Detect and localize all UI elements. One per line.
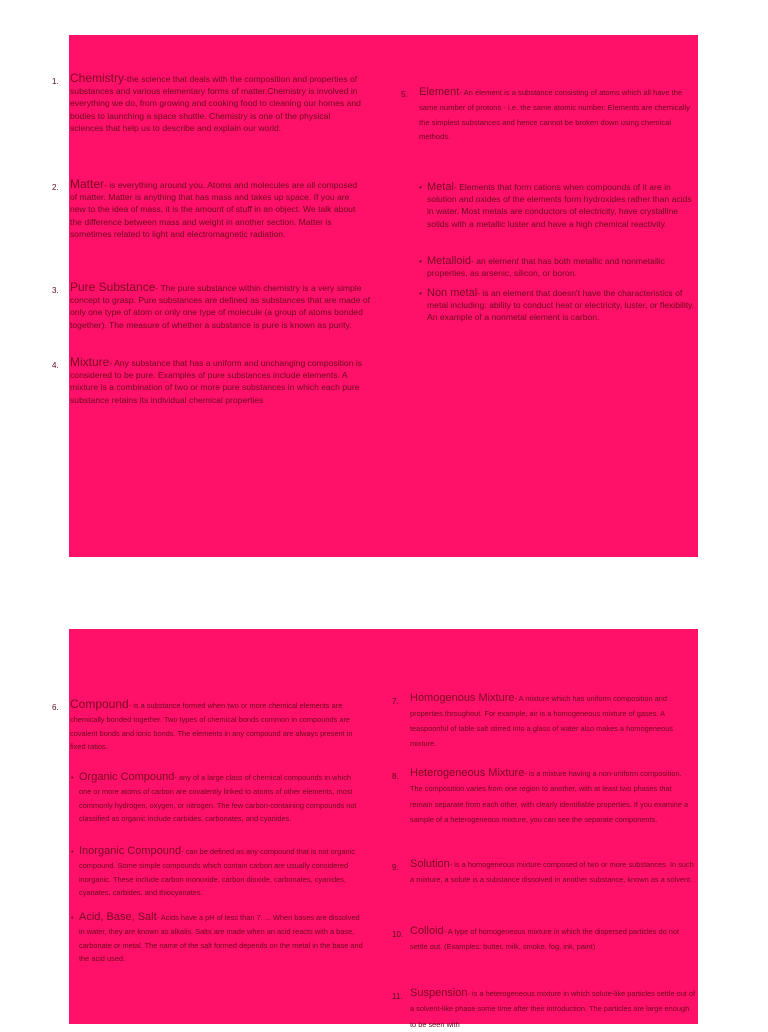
- term-pure-substance: Pure Substance: [70, 280, 156, 294]
- term-element: Element: [419, 86, 460, 98]
- term-colloid: Colloid: [410, 925, 444, 937]
- def-acid-base-salt: - Acids have a pH of less than 7. ... When bases are dissolved in water, they are known as alkalis. Salts are made when an acid reacts with a base, carbonate or metal. The name of the salt formed depends on the metal in the base and the acid used.: [79, 913, 363, 964]
- term-metal: Metal: [427, 181, 454, 193]
- definition-homogenous-mixture: 7. Homogenous Mixture- A mixture which has uniform composition and properties throughout. For example, air is a homogeneous mixture of gases. A teaspoonful of table salt stirred into a glass of water also makes a homogeneous mixture.: [392, 692, 673, 748]
- definition-pure-substance: 3. Pure Substance- The pure substance within chemistry is a very simple concept to grasp. Pure substances are defined as substances that are made of only one type of atom or only one type of molecule (a group of atoms bonded together). The measure of whether a substance is pure is known as purity.: [52, 280, 371, 330]
- term-metalloid: Metalloid: [427, 255, 472, 267]
- term-chemistry: Chemistry: [70, 71, 125, 85]
- bullet-inorganic-compound: • Inorganic Compound- can be defined as any compound that is not organic compound. Some simple compounds which contain carbon are usually considered inorganic. These include carbon monoxide, carbon dioxide, carbonates, cyanides, cyanates, carbides, and thiocyanates.: [71, 845, 355, 898]
- term-solution: Solution: [410, 858, 450, 870]
- term-heterogeneous-mixture: Heterogeneous Mixture: [410, 767, 525, 779]
- def-metalloid: - an element that has both metallic and nonmetallic properties, as arsenic, silicon, or boron.: [427, 256, 665, 279]
- definition-suspension: 11. Suspension- is a heterogeneous mixture in which solute-like particles settle out of a solvent-like phase some time after their introduction. The particles are large enough to be seen with: [392, 987, 696, 1029]
- term-organic-compound: Organic Compound: [79, 771, 175, 783]
- def-matter: - is everything around you. Atoms and molecules are all composed of matter. Matter is anything that has mass and takes up space. If you are new to the idea of mass, it is the amount of stuff in an object. We talk about the difference between mass and weight in another section. Matter is sometimes related to light and electromagnetic radiation.: [70, 180, 358, 239]
- def-element: - An element is a substance consisting of atoms which all have the same number of protons - i.e. the same atomic number. Elements are chemically the simplest substances and hence cannot be broken down using chemical methods.: [419, 88, 690, 142]
- def-inorganic-compound: - can be defined as any compound that is not organic compound. Some simple compounds which contain carbon are usually considered inorganic. These include carbon monoxide, carbon dioxide, carbonates, cyanides, cyanates, carbides, and thiocyanates.: [79, 847, 355, 898]
- term-mixture: Mixture: [70, 355, 110, 369]
- def-colloid: - A type of homogeneous mixture in which the dispersed particles do not settle out. (Examples: butter, milk, smoke, fog, ink, paint): [410, 927, 680, 952]
- term-homogenous-mixture: Homogenous Mixture: [410, 692, 515, 704]
- definition-matter: 2. Matter- is everything around you. Atoms and molecules are all composed of matter. Matter is anything that has mass and takes up space. If you are new to the idea of mass, it is the amount of stuff in an object. We talk about the difference between mass and weight in another section. Matter is sometimes related to light and electromagnetic radiation.: [52, 177, 358, 239]
- definition-solution: 9. Solution- is a homogeneous mixture composed of two or more substances. In such a mixture, a solute is a substance dissolved in another substance, known as a solvent.: [392, 858, 694, 885]
- slide-1: [52, 35, 698, 557]
- def-homogenous-mixture: - A mixture which has uniform composition and properties throughout. For example, air is a homogeneous mixture of gases. A teaspoonful of table salt stirred into a glass of water also makes a homogeneous mixture.: [410, 694, 673, 748]
- definition-compound: 6. Compound- is a substance formed when two or more chemical elements are chemically bonded together. Two types of chemical bonds common in compounds are covalent bonds and ionic bonds. The elements in any compound are always present in fixed ratios.: [52, 697, 353, 752]
- term-non-metal: Non metal: [427, 287, 478, 299]
- bullet-metal: • Metal- Elements that form cations when compounds of it are in solution and oxides of the elements form hydroxides rather than acids in water. Most metals are conductors of electricity, have crystalline solids with a metallic luster and have a high chemical reactivity.: [419, 181, 692, 229]
- definition-element: 5. Element- An element is a substance consisting of atoms which all have the same number of protons - i.e. the same atomic number. Elements are chemically the simplest substances and hence cannot be broken down using chemical methods.: [401, 86, 690, 142]
- bullet-acid-base-salt: • Acid, Base, Salt- Acids have a pH of less than 7. ... When bases are dissolved in water, they are known as alkalis. Salts are made when an acid reacts with a base, carbonate or metal. The name of the salt formed depends on the metal in the base and the acid used.: [71, 911, 363, 964]
- slide-2: [52, 629, 698, 1029]
- bullet-organic-compound: • Organic Compound- any of a large class of chemical compounds in which one or more atoms of carbon are covalently linked to atoms of other elements, most commonly hydrogen, oxygen, or nitrogen. The few carbon-containing compounds not classified as organic include carbides, carbonates, and cyanides.: [71, 771, 357, 824]
- definition-chemistry: 1. Chemistry-the science that deals with the composition and properties of substances and various elementary forms of matter.Chemistry is involved in everything we do, from growing and cooking food to cleaning our homes and bodies to launching a space shuttle. Chemistry is one of the physical sciences that help us to describe and explain our world.: [52, 71, 361, 133]
- term-matter: Matter: [70, 177, 105, 191]
- def-solution: - is a homogeneous mixture composed of two or more substances. In such a mixture, a solute is a substance dissolved in another substance, known as a solvent.: [410, 860, 694, 885]
- def-chemistry: -the science that deals with the composition and properties of substances and various elementary forms of matter.Chemistry is involved in everything we do, from growing and cooking food to cleaning our homes and bodies to launching a space shuttle. Chemistry is one of the physical sciences that help us to describe and explain our world.: [70, 74, 361, 133]
- definition-colloid: 10. Colloid- A type of homogeneous mixture in which the dispersed particles do not settle out. (Examples: butter, milk, smoke, fog, ink, paint): [392, 925, 680, 952]
- term-acid-base-salt: Acid, Base, Salt: [79, 911, 157, 923]
- def-compound: - is a substance formed when two or more chemical elements are chemically bonded together. Two types of chemical bonds common in compounds are covalent bonds and ionic bonds. The elements in any compound are always present in fixed ratios.: [70, 701, 353, 752]
- term-compound: Compound: [70, 697, 129, 711]
- def-suspension: - is a heterogeneous mixture in which solute-like particles settle out of a solvent-like phase some time after their introduction. The particles are large enough to be seen with: [410, 989, 696, 1029]
- term-inorganic-compound: Inorganic Compound: [79, 845, 182, 857]
- def-non-metal: - is an element that doesn't have the characteristics of metal including: ability to conduct heat or electricity, luster, or flexibility. An example of a nonmetal element is carbon.: [427, 288, 695, 323]
- def-organic-compound: - any of a large class of chemical compounds in which one or more atoms of carbon are covalently linked to atoms of other elements, most commonly hydrogen, oxygen, or nitrogen. The few carbon-containing compounds not classified as organic include carbides, carbonates, and cyanides.: [79, 773, 357, 824]
- bullet-metalloid: • Metalloid- an element that has both metallic and nonmetallic properties, as arsenic, silicon, or boron.: [419, 255, 665, 279]
- def-mixture: - Any substance that has a uniform and unchanging composition is considered to be pure. Examples of pure substances include elements. A mixture is a combination of two or more pure substances in which each pure substance retains its individual chemical properties: [70, 358, 363, 405]
- def-heterogeneous-mixture: - is a mixture having a non-uniform composition. The composition varies from one region to another, with at least two phases that remain separate from each other, with clearly identifiable properties. If you examine a sample of a heterogeneous mixture, you can see the separate components.: [410, 769, 689, 825]
- term-suspension: Suspension: [410, 987, 468, 999]
- def-metal: - Elements that form cations when compounds of it are in solution and oxides of the elements form hydroxides rather than acids in water. Most metals are conductors of electricity, have crystalline solids with a metallic luster and have a high chemical reactivity.: [427, 182, 692, 229]
- definition-mixture: 4. Mixture- Any substance that has a uniform and unchanging composition is considered to be pure. Examples of pure substances include elements. A mixture is a combination of two or more pure substances in which each pure substance retains its individual chemical properties: [52, 355, 363, 405]
- bullet-non-metal: • Non metal- is an element that doesn't have the characteristics of metal including: ability to conduct heat or electricity, luster, or flexibility. An example of a nonmetal element is carbon.: [419, 287, 695, 323]
- def-pure-substance: - The pure substance within chemistry is a very simple concept to grasp. Pure substances are defined as substances that are made of only one type of atom or only one type of molecule (a group of atoms bonded together). The measure of whether a substance is pure is known as purity.: [70, 283, 371, 330]
- definition-heterogeneous-mixture: 8. Heterogeneous Mixture- is a mixture having a non-uniform composition. The composition varies from one region to another, with at least two phases that remain separate from each other, with clearly identifiable properties. If you examine a sample of a heterogeneous mixture, you can see the separate components.: [392, 767, 689, 825]
